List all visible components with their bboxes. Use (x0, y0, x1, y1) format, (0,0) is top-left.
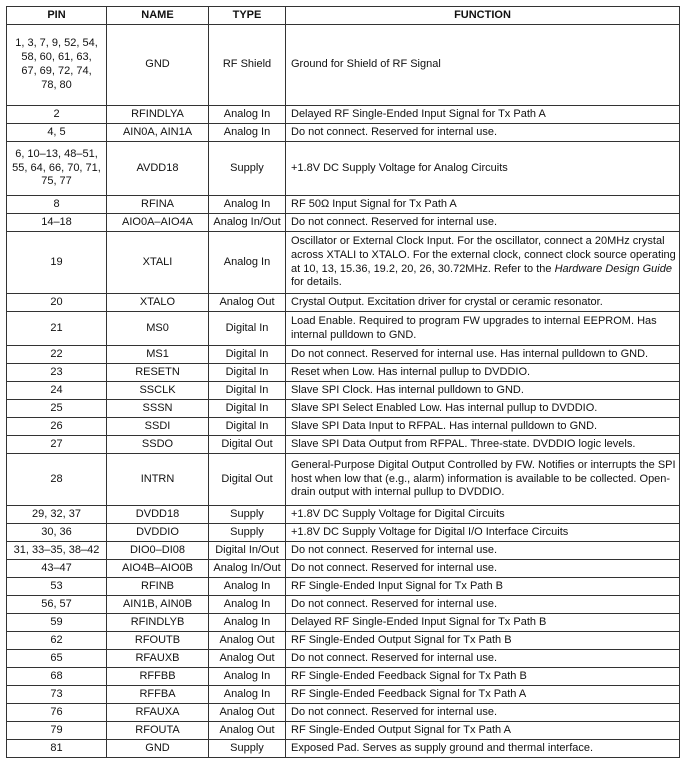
function-cell: +1.8V DC Supply Voltage for Analog Circuits (286, 142, 680, 196)
pin-cell: 73 (7, 686, 107, 704)
pin-cell: 65 (7, 650, 107, 668)
function-cell: Do not connect. Reserved for internal use. (286, 214, 680, 232)
function-cell: Do not connect. Reserved for internal use. (286, 650, 680, 668)
name-cell: DIO0–DI08 (107, 542, 209, 560)
pin-cell: 56, 57 (7, 596, 107, 614)
table-row (7, 346, 680, 364)
name-cell: AIN1B, AIN0B (107, 596, 209, 614)
pin-cell: 26 (7, 418, 107, 436)
pin-cell: 24 (7, 382, 107, 400)
function-cell: RF Single-Ended Feedback Signal for Tx Path B (286, 668, 680, 686)
pin-cell: 76 (7, 704, 107, 722)
function-cell: Slave SPI Data Input to RFPAL. Has internal pulldown to GND. (286, 418, 680, 436)
type-cell: Supply (209, 740, 286, 758)
name-cell: RFINB (107, 578, 209, 596)
name-cell: AIN0A, AIN1A (107, 124, 209, 142)
name-cell: MS0 (107, 312, 209, 346)
name-cell: RFOUTA (107, 722, 209, 740)
name-cell: RFAUXB (107, 650, 209, 668)
pin-cell: 6, 10–13, 48–51, 55, 64, 66, 70, 71, 75, 77 (7, 142, 107, 196)
header-pin: PIN (7, 7, 107, 25)
pin-cell: 19 (7, 232, 107, 294)
type-cell: Analog In (209, 196, 286, 214)
function-doc-reference: Hardware Design Guide (554, 262, 672, 275)
type-cell: Analog In/Out (209, 214, 286, 232)
pin-cell: 30, 36 (7, 524, 107, 542)
function-cell: General-Purpose Digital Output Controlled by FW. Notifies or interrupts the SPI host when low that (e.g., alarm) information is available to be collected. Open-drain output with internal pullup to DVDDIO. (286, 454, 680, 506)
table-row (7, 400, 680, 418)
name-cell: GND (107, 25, 209, 106)
type-cell: Analog In (209, 596, 286, 614)
pin-cell: 2 (7, 106, 107, 124)
table-row (7, 418, 680, 436)
name-cell: DVDDIO (107, 524, 209, 542)
type-cell: Supply (209, 142, 286, 196)
name-cell: INTRN (107, 454, 209, 506)
type-cell: Analog In (209, 578, 286, 596)
table-row (7, 668, 680, 686)
name-cell: AIO4B–AIO0B (107, 560, 209, 578)
table-header-row (7, 7, 680, 25)
header-name: NAME (107, 7, 209, 25)
function-cell: Do not connect. Reserved for internal use. (286, 704, 680, 722)
name-cell: XTALO (107, 294, 209, 312)
pin-cell: 68 (7, 668, 107, 686)
pin-cell: 62 (7, 632, 107, 650)
type-cell: Analog In (209, 232, 286, 294)
pin-description-table (6, 6, 680, 758)
function-cell: RF 50Ω Input Signal for Tx Path A (286, 196, 680, 214)
type-cell: Supply (209, 524, 286, 542)
function-cell: RF Single-Ended Output Signal for Tx Path A (286, 722, 680, 740)
table-row (7, 614, 680, 632)
pin-cell: 53 (7, 578, 107, 596)
function-cell (286, 232, 680, 294)
type-cell: Analog In (209, 106, 286, 124)
table-row (7, 312, 680, 346)
pin-cell: 27 (7, 436, 107, 454)
table-row (7, 560, 680, 578)
function-text: Oscillator or External Clock Input. For the oscillator, connect a 20MHz crystal across XTALI to XTALO. For the external clock, connect clock source operating at 10, 13, 15.36, 19.2, 20, 26, 30.72MHz. Refer to the (291, 234, 676, 275)
name-cell: SSSN (107, 400, 209, 418)
function-cell: Do not connect. Reserved for internal use. (286, 560, 680, 578)
function-cell: Exposed Pad. Serves as supply ground and thermal interface. (286, 740, 680, 758)
type-cell: Digital In (209, 418, 286, 436)
function-cell: Do not connect. Reserved for internal use. Has internal pulldown to GND. (286, 346, 680, 364)
function-cell: Ground for Shield of RF Signal (286, 25, 680, 106)
function-text-tail: for details. (291, 276, 342, 289)
type-cell: Digital Out (209, 436, 286, 454)
function-cell: RF Single-Ended Output Signal for Tx Path B (286, 632, 680, 650)
table-row (7, 632, 680, 650)
type-cell: Digital In (209, 382, 286, 400)
pin-cell: 14–18 (7, 214, 107, 232)
pin-cell: 43–47 (7, 560, 107, 578)
table-row (7, 704, 680, 722)
pin-cell: 23 (7, 364, 107, 382)
name-cell: RFAUXA (107, 704, 209, 722)
pin-cell: 59 (7, 614, 107, 632)
table-row (7, 124, 680, 142)
pin-cell: 4, 5 (7, 124, 107, 142)
pin-cell: 21 (7, 312, 107, 346)
table-row (7, 25, 680, 106)
name-cell: RFINA (107, 196, 209, 214)
type-cell: RF Shield (209, 25, 286, 106)
pin-cell: 81 (7, 740, 107, 758)
function-cell: Do not connect. Reserved for internal use. (286, 542, 680, 560)
type-cell: Analog In/Out (209, 560, 286, 578)
table-row (7, 454, 680, 506)
table-row (7, 232, 680, 294)
type-cell: Analog In (209, 124, 286, 142)
table-row (7, 578, 680, 596)
function-cell: Delayed RF Single-Ended Input Signal for Tx Path B (286, 614, 680, 632)
name-cell: SSCLK (107, 382, 209, 400)
function-cell: Slave SPI Clock. Has internal pulldown to GND. (286, 382, 680, 400)
type-cell: Digital In (209, 312, 286, 346)
type-cell: Analog In (209, 668, 286, 686)
table-row (7, 722, 680, 740)
type-cell: Analog Out (209, 704, 286, 722)
function-cell: Slave SPI Select Enabled Low. Has internal pullup to DVDDIO. (286, 400, 680, 418)
table-row (7, 364, 680, 382)
name-cell: RFINDLYB (107, 614, 209, 632)
type-cell: Digital In (209, 364, 286, 382)
table-row (7, 596, 680, 614)
table-row (7, 106, 680, 124)
type-cell: Analog Out (209, 722, 286, 740)
table-row (7, 382, 680, 400)
pin-cell: 29, 32, 37 (7, 506, 107, 524)
type-cell: Digital In (209, 400, 286, 418)
name-cell: GND (107, 740, 209, 758)
function-cell: Do not connect. Reserved for internal use. (286, 596, 680, 614)
type-cell: Analog In (209, 686, 286, 704)
pin-cell: 28 (7, 454, 107, 506)
table-row (7, 214, 680, 232)
function-cell: Crystal Output. Excitation driver for crystal or ceramic resonator. (286, 294, 680, 312)
function-cell: Load Enable. Required to program FW upgrades to internal EEPROM. Has internal pulldown to GND. (286, 312, 680, 346)
type-cell: Analog Out (209, 650, 286, 668)
table-row (7, 524, 680, 542)
pin-cell: 8 (7, 196, 107, 214)
function-cell: RF Single-Ended Feedback Signal for Tx Path A (286, 686, 680, 704)
name-cell: RESETN (107, 364, 209, 382)
type-cell: Supply (209, 506, 286, 524)
table-row (7, 686, 680, 704)
name-cell: RFFBA (107, 686, 209, 704)
name-cell: XTALI (107, 232, 209, 294)
table-row (7, 142, 680, 196)
name-cell: RFINDLYA (107, 106, 209, 124)
table-row (7, 506, 680, 524)
type-cell: Analog Out (209, 294, 286, 312)
function-cell: Do not connect. Reserved for internal use. (286, 124, 680, 142)
name-cell: MS1 (107, 346, 209, 364)
function-cell: +1.8V DC Supply Voltage for Digital Circuits (286, 506, 680, 524)
table-row (7, 542, 680, 560)
table-body (7, 25, 680, 758)
table-row (7, 740, 680, 758)
type-cell: Analog Out (209, 632, 286, 650)
name-cell: AIO0A–AIO4A (107, 214, 209, 232)
table-row (7, 436, 680, 454)
name-cell: AVDD18 (107, 142, 209, 196)
function-cell: Slave SPI Data Output from RFPAL. Three-state. DVDDIO logic levels. (286, 436, 680, 454)
pin-cell: 20 (7, 294, 107, 312)
function-cell: Reset when Low. Has internal pullup to DVDDIO. (286, 364, 680, 382)
type-cell: Digital In/Out (209, 542, 286, 560)
table-row (7, 196, 680, 214)
pin-cell: 25 (7, 400, 107, 418)
header-type: TYPE (209, 7, 286, 25)
function-cell: Delayed RF Single-Ended Input Signal for Tx Path A (286, 106, 680, 124)
name-cell: DVDD18 (107, 506, 209, 524)
table-row (7, 294, 680, 312)
function-cell: +1.8V DC Supply Voltage for Digital I/O Interface Circuits (286, 524, 680, 542)
name-cell: RFOUTB (107, 632, 209, 650)
pin-cell: 31, 33–35, 38–42 (7, 542, 107, 560)
pin-cell: 1, 3, 7, 9, 52, 54, 58, 60, 61, 63, 67, 69, 72, 74, 78, 80 (7, 25, 107, 106)
header-function: FUNCTION (286, 7, 680, 25)
name-cell: SSDO (107, 436, 209, 454)
type-cell: Analog In (209, 614, 286, 632)
name-cell: RFFBB (107, 668, 209, 686)
type-cell: Digital Out (209, 454, 286, 506)
function-cell: RF Single-Ended Input Signal for Tx Path B (286, 578, 680, 596)
name-cell: SSDI (107, 418, 209, 436)
table-row (7, 650, 680, 668)
pin-cell: 22 (7, 346, 107, 364)
type-cell: Digital In (209, 346, 286, 364)
pin-cell: 79 (7, 722, 107, 740)
